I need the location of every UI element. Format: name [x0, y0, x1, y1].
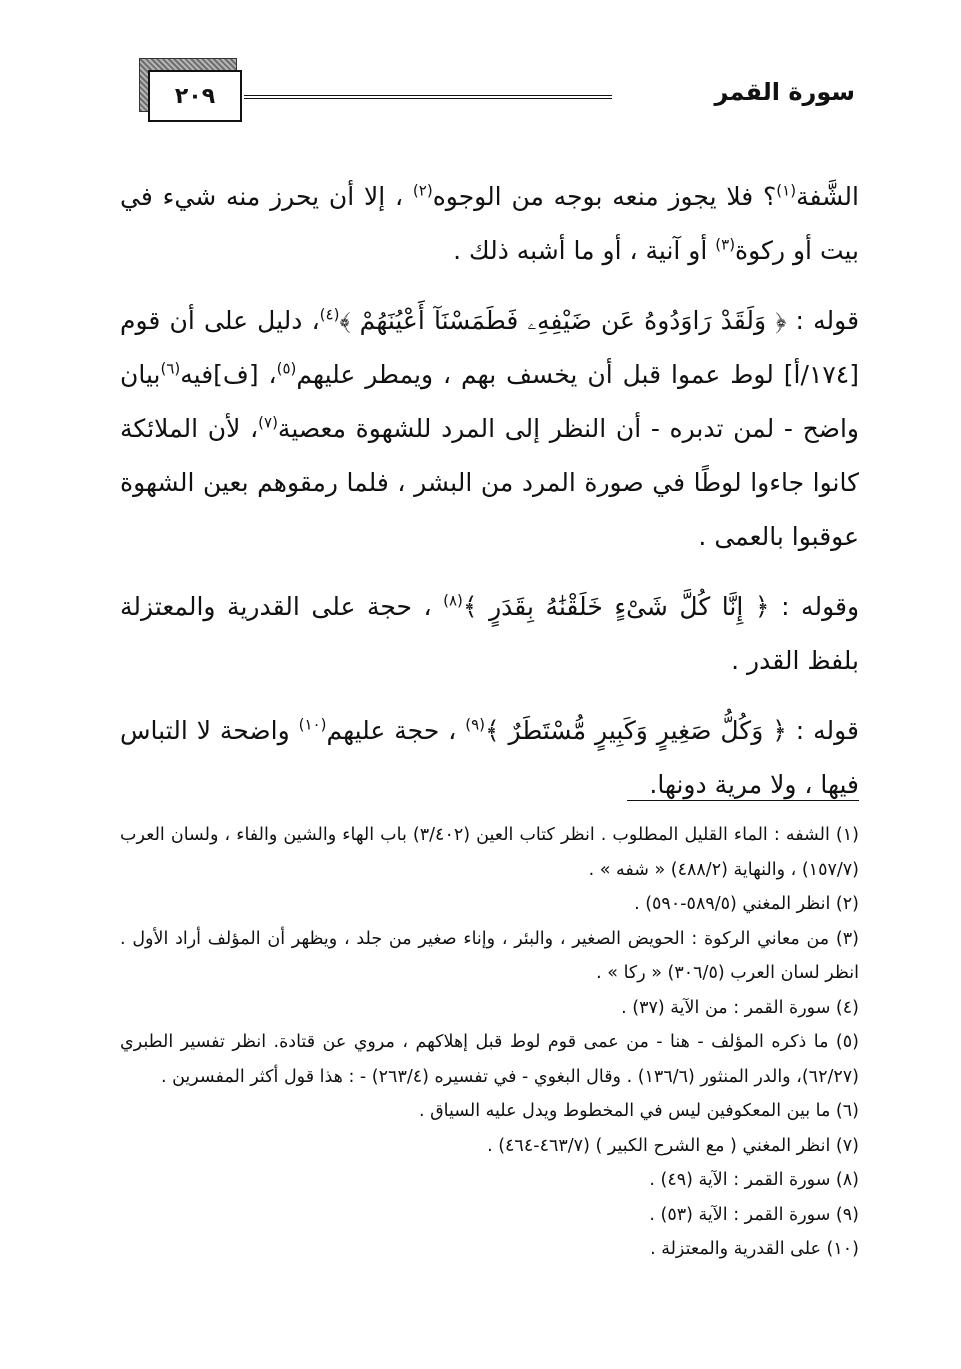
footnote-ref-10: (١٠) [298, 715, 327, 734]
text-span: بيان واضح - لمن تدبره - أن النظر إلى المرد للشهوة معصية [120, 360, 859, 443]
header-rule [244, 95, 612, 99]
footnotes [120, 818, 859, 1267]
footnote-4: (٤) سورة القمر : من الآية (٣٧) . [621, 997, 859, 1018]
footnote-separator [627, 800, 859, 801]
footnote-2: (٢) انظر المغني (٥٨٩/٥-٥٩٠) . [634, 894, 859, 914]
footnote-3: (٣) من معاني الركوة : الحويض الصغير ، والبئر ، وإناء صغير من جلد ، ويظهر أن المؤلف أراد الأول . انظر لسان العرب (٣٠٦/٥) « ركا » . [120, 928, 859, 983]
text-span: أو آنية ، أو ما أشبه ذلك . [453, 236, 716, 265]
footnote-6: (٦) ما بين المعكوفين ليس في المخطوط ويدل عليه السياق . [418, 1101, 859, 1121]
running-head-surah-title: سورة القمر [714, 78, 855, 106]
text-span: ، حجة على القدرية والمعتزلة بلفظ القدر . [120, 592, 859, 675]
footnote-5: (٥) ما ذكره المؤلف - هنا - من عمى قوم لوط قبل إهلاكهم ، مروي عن قتادة. انظر تفسير الطبري (٦٢/٢٧)، والدر المنثور (١٣٦/٦) . وقال البغوي - في تفسيره (٢٦٣/٤) - : هذا قول أكثر المفسرين . [120, 1032, 859, 1087]
footnote-ref-6: (٦) [160, 359, 181, 378]
footnote-ref-7: (٧) [258, 413, 278, 432]
footnote-ref-8: (٨) [443, 591, 463, 610]
footnote-ref-4: (٤) [319, 305, 340, 324]
quran-verse: ﴿ إِنَّا كُلَّ شَىْءٍ خَلَقْنَٰهُ بِقَدَرٍ ﴾ [462, 592, 770, 621]
footnote-9: (٩) سورة القمر : الآية (٥٣) . [649, 1204, 859, 1225]
text-span: ؟ فلا يجوز منعه بوجه من الوجوه [432, 182, 777, 211]
page-number: ٢٠٩ [148, 70, 242, 122]
footnote-7: (٧) انظر المغني ( مع الشرح الكبير ) (٤٦٣/٧-٤٦٤) . [487, 1135, 859, 1156]
paragraph-3 [120, 580, 859, 688]
paragraph-4 [120, 704, 859, 812]
text-span: قوله : [786, 716, 860, 745]
paragraph-2 [120, 294, 859, 564]
paragraph-1 [120, 170, 859, 278]
main-text [120, 170, 859, 828]
text-span: الشَّفة [796, 182, 859, 211]
quran-verse: ﴿ وَلَقَدْ رَاوَدُوهُ عَن ضَيْفِهِۦ فَطَمَسْنَآ أَعْيُنَهُمْ ﴾ [339, 306, 787, 335]
quran-verse: ﴿ وَكُلُّ صَغِيرٍ وَكَبِيرٍ مُّسْتَطَرٌ ﴾ [484, 716, 787, 745]
text-span: ، دليل على أن قوم [١٧٤/أ] لوط عموا قبل أن يخسف بهم ، ويمطر عليهم [120, 306, 859, 389]
text-span: ، لأن الملائكة كانوا جاءوا لوطًا في صورة المرد من البشر ، فلما رمقوهم بعين الشهوة عوقبوا بالعمى . [120, 414, 859, 551]
text-span: ، حجة عليهم [326, 716, 466, 745]
text-span: قوله : [786, 306, 860, 335]
text-span: ، [ف]فيه [180, 360, 277, 389]
footnote-ref-9: (٩) [465, 715, 485, 734]
footnote-ref-1: (١) [776, 181, 797, 200]
footnote-ref-2: (٢) [412, 181, 433, 200]
footnote-ref-3: (٣) [715, 235, 736, 254]
footnote-ref-5: (٥) [276, 359, 297, 378]
footnote-8: (٨) سورة القمر : الآية (٤٩) . [649, 1170, 859, 1190]
text-span: وقوله : [769, 592, 860, 621]
text-span: واضحة لا التباس فيها ، ولا مرية دونها. [120, 716, 859, 799]
footnote-1: (١) الشفه : الماء القليل المطلوب . انظر كتاب العين (٣/٤٠٢) باب الهاء والشين والفاء ، ولسان العرب (١٥٧/٧) ، والنهاية (٤٨٨/٢) « شفه » . [120, 825, 859, 880]
footnote-10: (١٠) على القدرية والمعتزلة . [650, 1239, 859, 1259]
text-span: ، إلا أن يحرز منه شيء في بيت أو ركوة [120, 182, 859, 265]
